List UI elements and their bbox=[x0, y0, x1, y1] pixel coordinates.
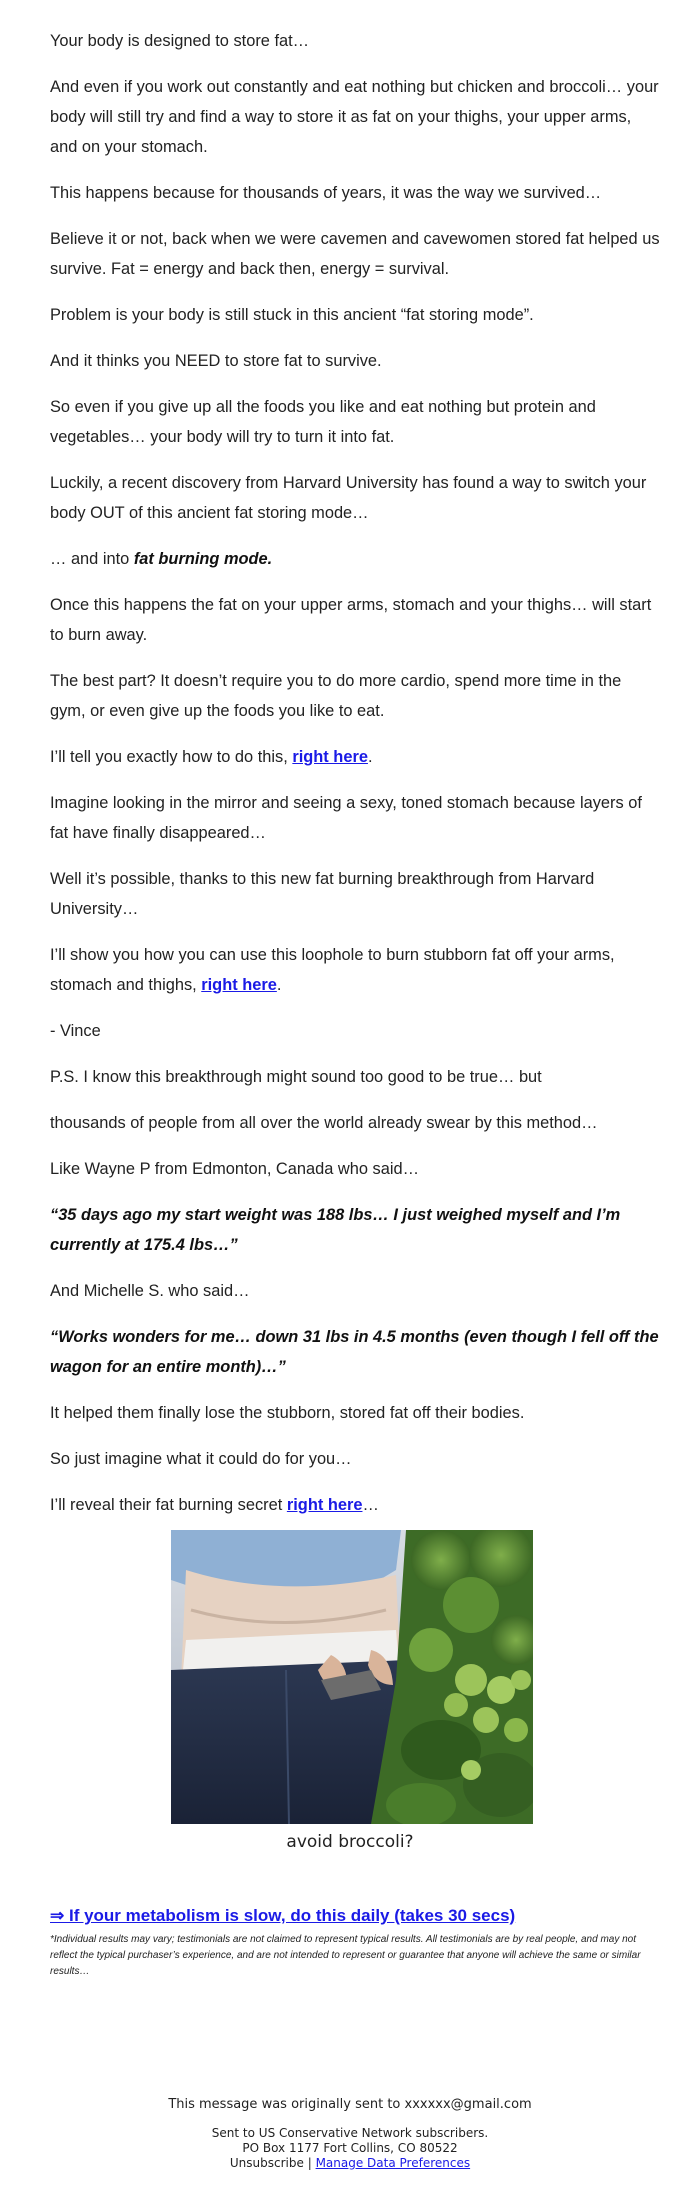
footer-subscribers: Sent to US Conservative Network subscribers. bbox=[211, 2126, 489, 2140]
testimonial-quote: “Works wonders for me… down 31 lbs in 4.5 months (even though I fell off the wagon for an entire month)…” bbox=[50, 1328, 659, 1376]
paragraph: This happens because for thousands of years, it was the way we survived… bbox=[50, 184, 602, 202]
paragraph bbox=[50, 742, 373, 772]
paragraph bbox=[50, 1490, 379, 1520]
footer-address: PO Box 1177 Fort Collins, CO 80522 bbox=[242, 2141, 458, 2155]
text: I’ll reveal their fat burning secret bbox=[50, 1496, 287, 1514]
disclaimer-text: *Individual results may vary; testimonials are not claimed to represent typical results. All testimonials are by real people, and may not reflect the typical purchaser’s experience, and are not intended to represent or guarantee that anyone will achieve the same or similar results… bbox=[50, 1934, 641, 1977]
text: I’ll tell you exactly how to do this, bbox=[50, 748, 293, 766]
text: . bbox=[367, 748, 373, 766]
footer-sent-to: This message was originally sent to xxxxxx@gmail.com bbox=[168, 2097, 532, 2112]
paragraph: Problem is your body is still stuck in this ancient “fat storing mode”. bbox=[50, 306, 534, 324]
text: . bbox=[276, 976, 282, 994]
paragraph: And it thinks you NEED to store fat to survive. bbox=[50, 352, 382, 370]
text: … and into bbox=[50, 550, 134, 568]
paragraph: The best part? It doesn’t require you to do more cardio, spend more time in the gym, or even give up the foods you like to eat. bbox=[50, 672, 622, 720]
paragraph: Imagine looking in the mirror and seeing a sexy, toned stomach because layers of fat have finally disappeared… bbox=[50, 794, 642, 842]
paragraph: Luckily, a recent discovery from Harvard University has found a way to switch your body OUT of this ancient fat storing mode… bbox=[50, 474, 647, 522]
text: … bbox=[362, 1496, 379, 1514]
paragraph bbox=[50, 940, 660, 1000]
signature: - Vince bbox=[50, 1022, 101, 1040]
paragraph bbox=[50, 544, 272, 574]
unsubscribe-text: Unsubscribe bbox=[229, 2156, 304, 2170]
paragraph: Your body is designed to store fat… bbox=[50, 32, 310, 50]
paragraph: thousands of people from all over the world already swear by this method… bbox=[50, 1114, 598, 1132]
testimonial-quote: “35 days ago my start weight was 188 lbs… I just weighed myself and I’m currently at 175.4 lbs…” bbox=[50, 1206, 621, 1254]
paragraph: So even if you give up all the foods you like and eat nothing but protein and vegetables… your body will try to turn it into fat. bbox=[50, 398, 596, 446]
paragraph: Like Wayne P from Edmonton, Canada who said… bbox=[50, 1160, 419, 1178]
metabolism-cta-link[interactable]: ⇒ If your metabolism is slow, do this daily (takes 30 secs) bbox=[50, 1906, 516, 1925]
paragraph: Believe it or not, back when we were cavemen and cavewomen stored fat helped us survive. Fat = energy and back then, energy = survival. bbox=[50, 230, 660, 278]
paragraph: And even if you work out constantly and eat nothing but chicken and broccoli… your body will still try and find a way to store it as fat on your thighs, your upper arms, and on your stomach. bbox=[50, 78, 659, 156]
emphasis-text: fat burning mode. bbox=[133, 550, 273, 568]
hero-image[interactable] bbox=[171, 1530, 533, 1824]
paragraph: And Michelle S. who said… bbox=[50, 1282, 250, 1300]
paragraph: P.S. I know this breakthrough might sound too good to be true… but bbox=[50, 1068, 542, 1086]
hero-illustration bbox=[171, 1530, 533, 1824]
footer-links bbox=[0, 2156, 700, 2170]
paragraph: It helped them finally lose the stubborn, stored fat off their bodies. bbox=[50, 1404, 525, 1422]
text: I’ll show you how you can use this loophole to burn stubborn fat off your arms, stomach and thighs, bbox=[50, 946, 615, 994]
image-caption: avoid broccoli? bbox=[286, 1832, 414, 1852]
right-here-link[interactable]: right here bbox=[286, 1496, 363, 1514]
paragraph: Once this happens the fat on your upper arms, stomach and your thighs… will start to burn away. bbox=[50, 596, 652, 644]
manage-data-preferences-link[interactable]: Manage Data Preferences bbox=[315, 2156, 471, 2170]
paragraph: Well it’s possible, thanks to this new fat burning breakthrough from Harvard University… bbox=[50, 870, 595, 918]
right-here-link[interactable]: right here bbox=[292, 748, 368, 766]
paragraph: So just imagine what it could do for you… bbox=[50, 1450, 352, 1468]
footer-separator: | bbox=[307, 2156, 312, 2170]
right-here-link[interactable]: right here bbox=[201, 976, 277, 994]
